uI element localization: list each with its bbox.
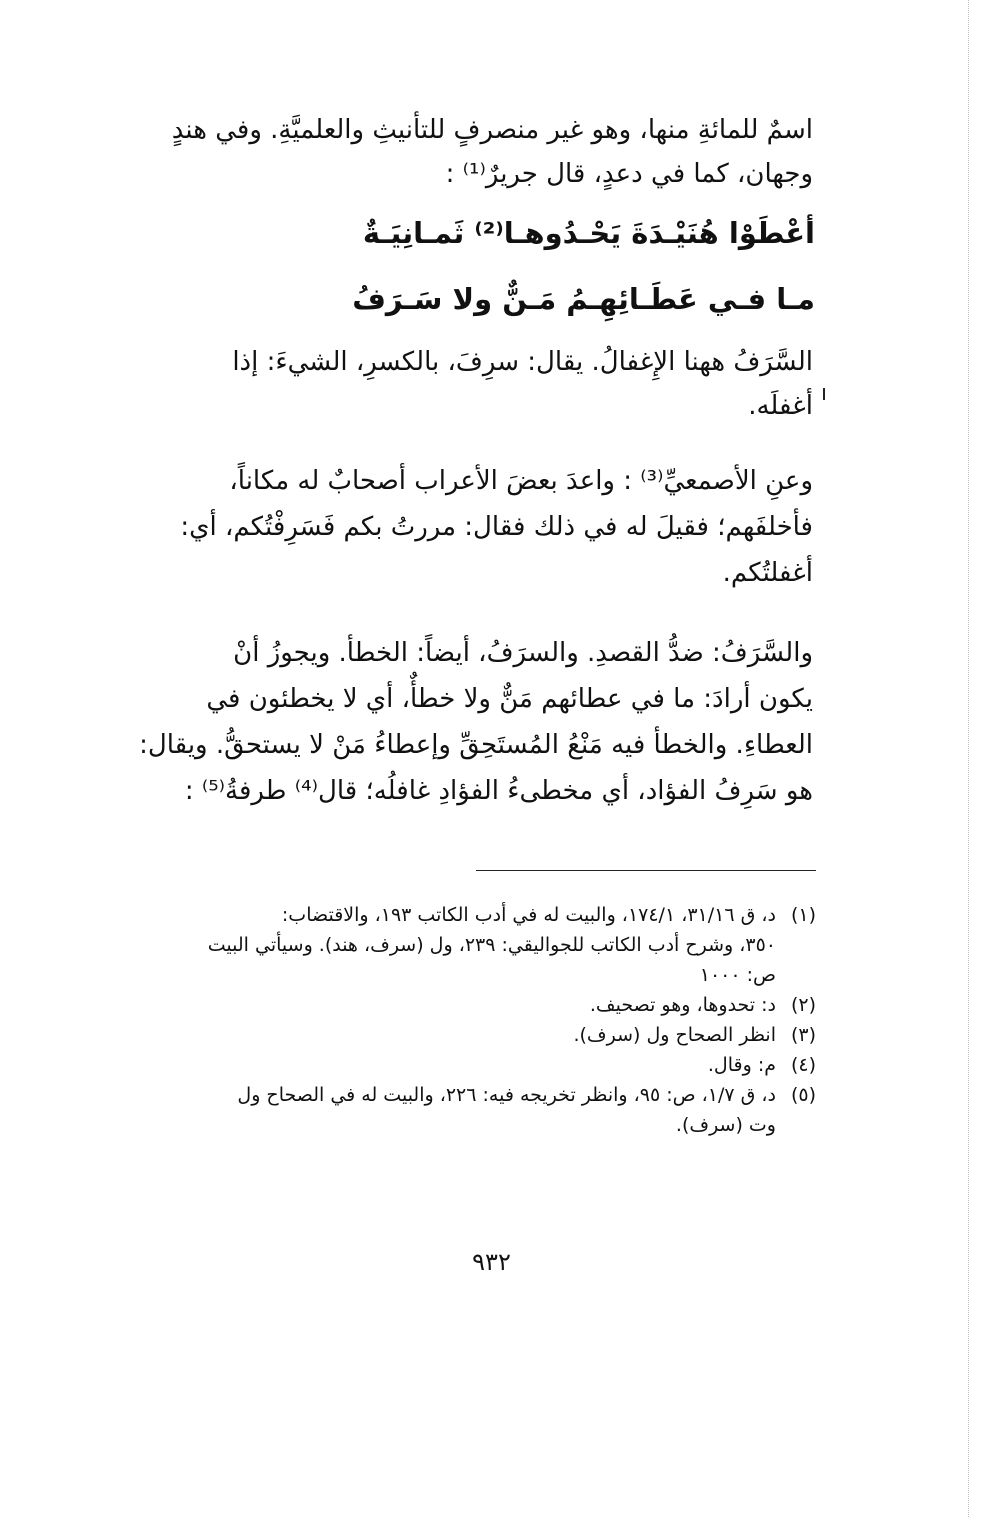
- footnote-line: م: وقال.: [707, 1054, 776, 1076]
- footnote-number: (١): [790, 904, 816, 926]
- footnote-text: [116, 1020, 776, 1050]
- margin-mark: [823, 388, 825, 400]
- footnote-1: [116, 900, 816, 990]
- footnote-line: د، ق ٣١/١٦، ١٧٤/١، والبيت له في أدب الكاتب ١٩٣، والاقتضاب:: [281, 904, 776, 926]
- footnote-line: د: تحدوها، وهو تصحيف.: [589, 994, 776, 1016]
- text-line: والسَّرَفُ: ضدُّ القصدِ. والسرَفُ، أيضاً: الخطأ. ويجوزُ أنْ: [233, 638, 813, 668]
- footnote-line: ص: ١٠٠٠: [699, 964, 776, 986]
- footnote-separator: [476, 870, 816, 871]
- text-line: أغفلَه.: [748, 391, 813, 421]
- paragraph-sarf-error: [108, 630, 813, 814]
- footnote-text: [116, 1080, 776, 1140]
- footnote-text: [116, 1050, 776, 1080]
- text-line: وعنِ الأصمعيِّ⁽³⁾ : واعدَ بعضَ الأعراب أصحابٌ له مكاناً،: [229, 466, 813, 496]
- footnote-2: [116, 990, 816, 1020]
- footnote-line: وت (سرف).: [675, 1114, 776, 1136]
- text-line: وجهان، كما في دعدٍ، قال جريرٌ⁽¹⁾ :: [445, 159, 813, 189]
- text-line: السَّرَفُ ههنا الإِغفالُ. يقال: سرِفَ، بالكسرِ، الشيءَ: إذا: [232, 347, 813, 377]
- intro-paragraph: [108, 108, 813, 196]
- footnote-5: [116, 1080, 816, 1140]
- scan-edge-line: [968, 0, 970, 1517]
- footnote-text: [116, 900, 776, 990]
- text-line: العطاءِ. والخطأ فيه مَنْعُ المُستَحِقِّ وإعطاءُ مَنْ لا يستحقُّ. ويقال:: [139, 730, 813, 760]
- footnote-4: [116, 1050, 816, 1080]
- footnote-number: (٥): [790, 1084, 816, 1106]
- text-line: هو سَرِفُ الفؤاد، أي مخطىءُ الفؤادِ غافلُه؛ قال⁽⁴⁾ طرفةُ⁽⁵⁾ :: [184, 776, 813, 806]
- footnote-3: [116, 1020, 816, 1050]
- text-line: يكون أرادَ: ما في عطائهم مَنٌّ ولا خطأٌ، أي لا يخطئون في: [206, 684, 813, 714]
- footnote-number: (٤): [790, 1054, 816, 1076]
- footnote-text: [116, 990, 776, 1020]
- verse-second-hemistich: مـا فـي عَطَـائِهِـمُ مَـنٌّ ولا سَـرَفُ: [352, 282, 815, 316]
- paragraph-sarf-meaning: [108, 340, 813, 428]
- footnotes: [116, 900, 816, 1140]
- paragraph-asmai: [108, 458, 813, 596]
- footnote-line: انظر الصحاح ول (سرف).: [573, 1024, 776, 1046]
- verse-first-hemistich: أعْطَوْا هُنَيْـدَةَ يَحْـدُوهـا⁽²⁾ ثَمـانِيَـةٌ: [362, 216, 815, 250]
- footnote-line: ٣٥٠، وشرح أدب الكاتب للجواليقي: ٢٣٩، ول (سرف، هند). وسيأتي البيت: [207, 934, 776, 956]
- text-line: فأخلفَهم؛ فقيلَ له في ذلك فقال: مررتُ بكم فَسَرِفْتُكم، أي:: [180, 512, 813, 542]
- footnote-line: د، ق ١/٧، ص: ٩٥، وانظر تخريجه فيه: ٢٢٦، والبيت له في الصحاح ول: [237, 1084, 776, 1106]
- footnote-number: (٢): [790, 994, 816, 1016]
- text-line: اسمٌ للمائةِ منها، وهو غير منصرفٍ للتأنيثِ والعلميَّةِ. وفي هندٍ: [171, 115, 813, 145]
- page-number: ٩٣٢: [472, 1248, 511, 1276]
- footnote-number: (٣): [790, 1024, 816, 1046]
- text-line: أغفلتُكم.: [722, 558, 813, 588]
